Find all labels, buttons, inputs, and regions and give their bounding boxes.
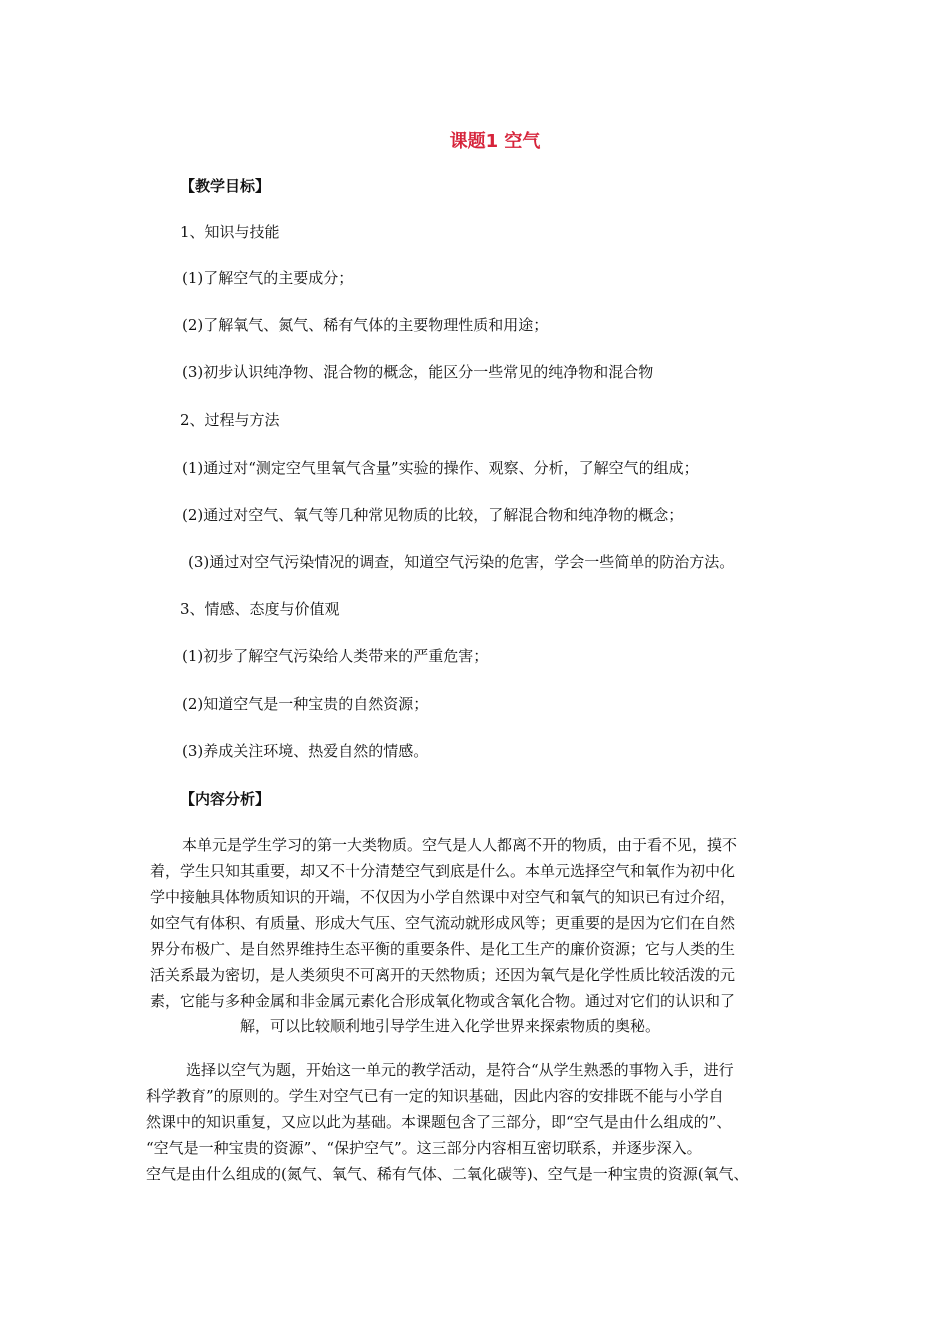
paragraph-line: 空气是由什么组成的(氮气、氧气、稀有气体、二氧化碳等)、空气是一种宝贵的资源(氧气、 [146,1165,749,1183]
process-method-heading: 2、过程与方法 [180,411,280,429]
attitude-values-heading: 3、情感、态度与价值观 [180,600,340,618]
content-analysis-heading: 【内容分析】 [180,790,271,808]
paragraph-line: 本单元是学生学习的第一大类物质。空气是人人都离不开的物质，由于看不见，摸不 [182,836,738,854]
paragraph-line: 学中接触具体物质知识的开端，不仅因为小学自然课中对空气和氧气的知识已有过介绍， [150,888,736,906]
process-item-2: (2)通过对空气、氧气等几种常见物质的比较，了解混合物和纯净物的概念； [182,506,684,524]
paragraph-line: 选择以空气为题，开始这一单元的教学活动，是符合“从学生熟悉的事物入手，进行 [186,1061,734,1079]
teaching-goals-heading: 【教学目标】 [180,177,271,195]
paragraph-line: 界分布极广、是自然界维持生态平衡的重要条件、是化工生产的廉价资源；它与人类的生 [150,940,736,958]
paragraph-line: “空气是一种宝贵的资源”、“保护空气”。这三部分内容相互密切联系，并逐步深入。 [146,1139,702,1157]
paragraph-line: 素，它能与多种金属和非金属元素化合形成氧化物或含氧化合物。通过对它们的认识和了 [150,992,736,1010]
knowledge-item-1: (1)了解空气的主要成分； [182,269,354,287]
paragraph-line: 解，可以比较顺利地引导学生进入化学世界来探索物质的奥秘。 [240,1017,661,1035]
paragraph-line: 活关系最为密切，是人类须臾不可离开的天然物质；还因为氧气是化学性质比较活泼的元 [150,966,736,984]
knowledge-skills-heading: 1、知识与技能 [180,223,280,241]
knowledge-item-3: (3)初步认识纯净物、混合物的概念，能区分一些常见的纯净物和混合物 [182,363,654,381]
paragraph-line: 如空气有体积、有质量、形成大气压、空气流动就形成风等；更重要的是因为它们在自然 [150,914,736,932]
attitude-item-3: (3)养成关注环境、热爱自然的情感。 [182,742,429,760]
paragraph-line: 着，学生只知其重要，却又不十分清楚空气到底是什么。本单元选择空气和氧作为初中化 [150,862,736,880]
paragraph-line: 然课中的知识重复，又应以此为基础。本课题包含了三部分，即“空气是由什么组成的”、 [146,1113,732,1131]
knowledge-item-2: (2)了解氧气、氮气、稀有气体的主要物理性质和用途； [182,316,549,334]
attitude-item-1: (1)初步了解空气污染给人类带来的严重危害； [182,647,489,665]
process-item-1: (1)通过对“测定空气里氧气含量”实验的操作、观察、分析，了解空气的组成； [182,459,699,477]
lesson-title: 课题1 空气 [449,131,541,152]
attitude-item-2: (2)知道空气是一种宝贵的自然资源； [182,695,429,713]
paragraph-line: 科学教育”的原则的。学生对空气已有一定的知识基础，因此内容的安排既不能与小学自 [146,1087,724,1105]
process-item-3: (3)通过对空气污染情况的调查，知道空气污染的危害，学会一些简单的防治方法。 [188,553,735,571]
